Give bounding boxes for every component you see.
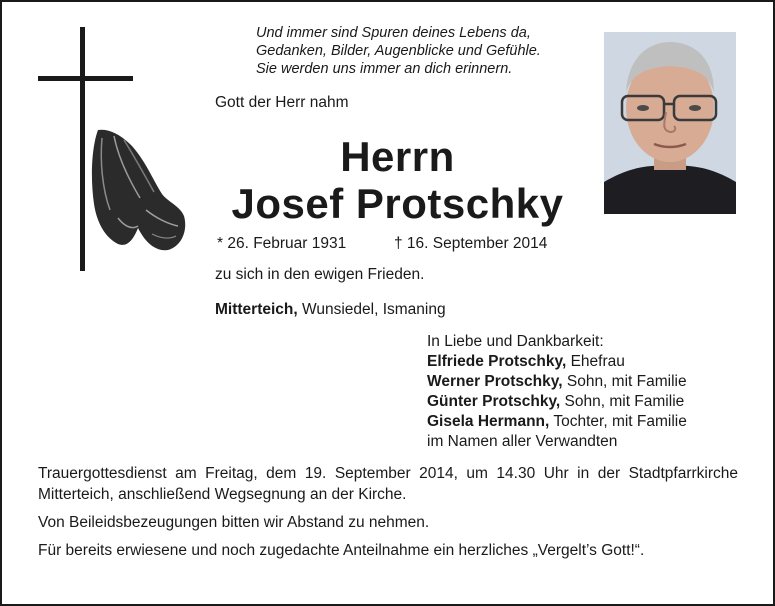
peace-text: zu sich in den ewigen Frieden. bbox=[215, 266, 425, 283]
member-relation: Ehefrau bbox=[570, 353, 625, 370]
thanks-text: Für bereits erwiesene und noch zugedachte Anteilnahme ein herzliches „Vergelt’s Gott!“. bbox=[38, 542, 645, 559]
poem-line: Und immer sind Spuren deines Lebens da, bbox=[256, 25, 531, 41]
place-others: Wunsiedel, Ismaning bbox=[302, 301, 446, 318]
poem-line: Gedanken, Bilder, Augenblicke und Gefühle. bbox=[256, 43, 541, 59]
member-name: Gisela Hermann, bbox=[427, 413, 550, 430]
salutation: Herrn bbox=[340, 133, 455, 180]
member-relation: Sohn, mit Familie bbox=[564, 393, 685, 410]
praying-hands-icon bbox=[88, 126, 188, 256]
birth-date: * 26. Februar 1931 bbox=[217, 235, 347, 252]
member-relation: Tochter, mit Familie bbox=[553, 413, 687, 430]
place-main: Mitterteich, bbox=[215, 301, 298, 318]
member-relation: Sohn, mit Familie bbox=[566, 373, 687, 390]
family-member bbox=[427, 372, 687, 392]
poem-line: Sie werden uns immer an dich erinnern. bbox=[256, 61, 513, 77]
family-list bbox=[427, 332, 687, 452]
places bbox=[215, 301, 446, 319]
condolence-text: Von Beileidsbezeugungen bitten wir Abstand zu nehmen. bbox=[38, 514, 430, 531]
intro-text: Gott der Herr nahm bbox=[215, 94, 349, 111]
poem bbox=[256, 24, 596, 78]
family-member bbox=[427, 392, 687, 412]
portrait-photo bbox=[604, 32, 736, 214]
deceased-name: Josef Protschky bbox=[231, 180, 564, 227]
member-name: Werner Protschky, bbox=[427, 373, 563, 390]
cross-icon bbox=[80, 27, 85, 271]
death-date: † 16. September 2014 bbox=[394, 235, 548, 252]
service-text: Trauergottesdienst am Freitag, dem 19. September 2014, um 14.30 Uhr in der Stadtpfarrkirche Mitterteich, anschließend Wegsegnung an der Kirche. bbox=[38, 465, 738, 503]
member-name: Günter Protschky, bbox=[427, 393, 561, 410]
family-member bbox=[427, 352, 687, 372]
family-closing: im Namen aller Verwandten bbox=[427, 433, 618, 450]
family-heading: In Liebe und Dankbarkeit: bbox=[427, 333, 604, 350]
member-name: Elfriede Protschky, bbox=[427, 353, 567, 370]
cross-icon-bar bbox=[38, 76, 133, 81]
family-member bbox=[427, 412, 687, 432]
